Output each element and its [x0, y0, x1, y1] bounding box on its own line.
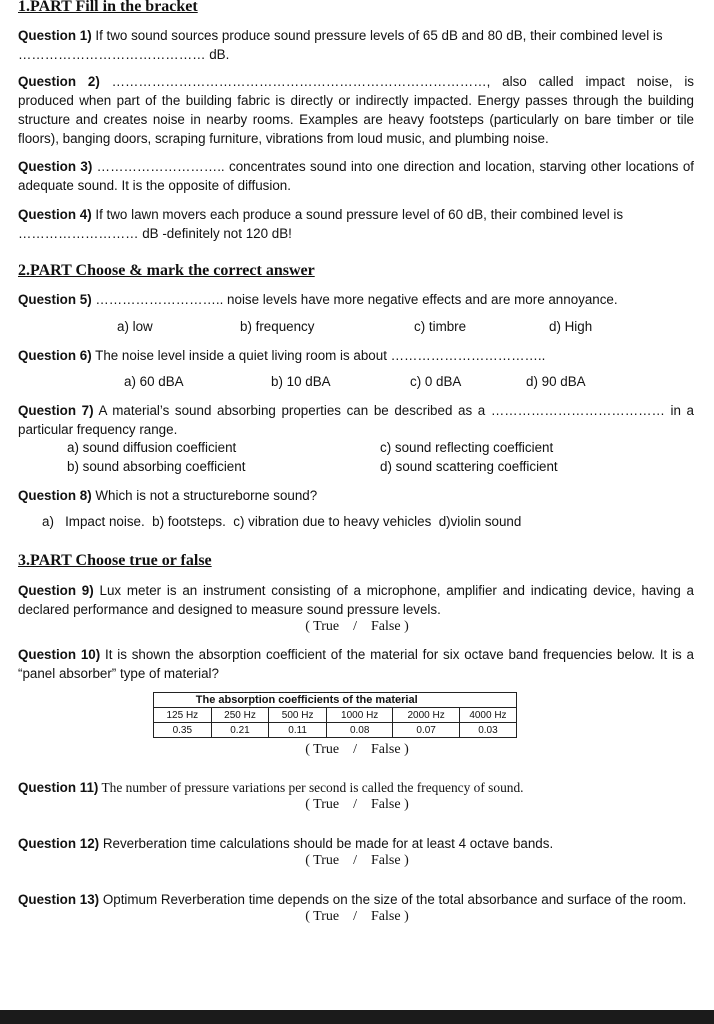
- question-5: [18, 290, 694, 309]
- q5-text: ……………………….. noise levels have more negative effects and are more annoyance.: [91, 292, 618, 307]
- q13-true-false[interactable]: [0, 909, 714, 925]
- q8-label: Question 8): [18, 488, 92, 503]
- question-12: [18, 834, 694, 853]
- q2-text: …………………………………………………………………………, also called impact noise, is produced when part of the building fabric is directly or indirectly impacted. Energy passes through the building structure and creates noise in nearby rooms. Examples are heavy footsteps (particularly on bare timber or tile floors), banging doors, scraping furniture, vibrations from loud music, and plumbing noise.: [18, 74, 695, 146]
- q7-label: Question 7): [18, 403, 94, 418]
- absorption-table: [153, 692, 517, 738]
- question-9: [18, 581, 694, 619]
- q2-label: Question 2): [18, 74, 100, 89]
- slash: /: [353, 619, 358, 634]
- true-option[interactable]: ( True: [305, 797, 340, 812]
- table-value-cell: 0.07: [393, 723, 459, 738]
- question-1: [18, 26, 694, 64]
- table-row: [154, 708, 517, 723]
- q9-text: Lux meter is an instrument consisting of a microphone, amplifier and indicating device, having a declared performance and designed to measure sound pressure levels.: [18, 583, 695, 617]
- table-title: The absorption coefficients of the material: [154, 693, 460, 708]
- q8-text: Which is not a structureborne sound?: [91, 488, 318, 503]
- true-option[interactable]: ( True: [305, 742, 340, 757]
- table-value-cell: 0.35: [154, 723, 212, 738]
- table-value-cell: 0.03: [459, 723, 516, 738]
- q7-option-c[interactable]: c) sound reflecting coefficient: [380, 440, 554, 455]
- q4-blank: ……………………… dB -definitely not 120 dB!: [18, 226, 292, 241]
- bottom-bar: [0, 1010, 714, 1024]
- part1-title: 1.PART Fill in the bracket: [18, 0, 198, 15]
- table-header-cell: 4000 Hz: [459, 708, 516, 723]
- q5-option-a[interactable]: a) low: [117, 319, 153, 334]
- q12-text: Reverberation time calculations should be made for at least 4 octave bands.: [99, 836, 554, 851]
- false-option[interactable]: False ): [371, 797, 409, 812]
- q4-text: If two lawn movers each produce a sound pressure level of 60 dB, their combined level is: [91, 207, 624, 222]
- true-option[interactable]: ( True: [305, 619, 340, 634]
- question-6: [18, 346, 694, 365]
- table-header-cell: 250 Hz: [211, 708, 269, 723]
- table-row: [154, 723, 517, 738]
- false-option[interactable]: False ): [371, 853, 409, 868]
- slash: /: [353, 909, 358, 924]
- table-title-blank: [459, 693, 516, 708]
- table-header-cell: 500 Hz: [269, 708, 327, 723]
- q1-text: If two sound sources produce sound pressure levels of 65 dB and 80 dB, their combined level is: [91, 28, 663, 43]
- table-value-cell: 0.08: [326, 723, 392, 738]
- table-value-cell: 0.21: [211, 723, 269, 738]
- true-option[interactable]: ( True: [305, 909, 340, 924]
- slash: /: [353, 742, 358, 757]
- question-3: [18, 157, 694, 195]
- q3-label: Question 3): [18, 159, 93, 174]
- q1-blank: …………………………………… dB.: [18, 47, 230, 62]
- table-header-cell: 125 Hz: [154, 708, 212, 723]
- part2-title: 2.PART Choose & mark the correct answer: [18, 262, 315, 279]
- true-option[interactable]: ( True: [305, 853, 340, 868]
- question-7: [18, 401, 694, 439]
- q5-option-b[interactable]: b) frequency: [240, 319, 315, 334]
- q4-label: Question 4): [18, 207, 92, 222]
- q6-option-b[interactable]: b) 10 dBA: [271, 374, 331, 389]
- q10-label: Question 10): [18, 647, 101, 662]
- q11-text: The number of pressure variations per second is called the frequency of sound.: [98, 780, 524, 795]
- q9-label: Question 9): [18, 583, 94, 598]
- false-option[interactable]: False ): [371, 742, 409, 757]
- q9-true-false[interactable]: [0, 619, 714, 635]
- q7-option-b[interactable]: b) sound absorbing coefficient: [67, 459, 246, 474]
- q8-options[interactable]: a) Impact noise. b) footsteps. c) vibration due to heavy vehicles d)violin sound: [42, 514, 522, 529]
- slash: /: [353, 853, 358, 868]
- q6-option-c[interactable]: c) 0 dBA: [410, 374, 462, 389]
- q6-text: The noise level inside a quiet living room is about ……………………………..: [91, 348, 546, 363]
- q7-option-d[interactable]: d) sound scattering coefficient: [380, 459, 558, 474]
- q1-label: Question 1): [18, 28, 92, 43]
- question-8: [18, 486, 694, 505]
- q11-label: Question 11): [18, 780, 99, 795]
- table-header-cell: 2000 Hz: [393, 708, 459, 723]
- question-2: [18, 72, 694, 148]
- question-11: [18, 778, 694, 797]
- q3-text: ……………………….. concentrates sound into one direction and location, starving other locations of adequate sound. It is the opposite of diffusion.: [18, 159, 694, 193]
- table-value-cell: 0.11: [269, 723, 327, 738]
- q6-label: Question 6): [18, 348, 92, 363]
- q13-label: Question 13): [18, 892, 100, 907]
- question-10: [18, 645, 694, 683]
- false-option[interactable]: False ): [371, 909, 409, 924]
- q5-option-c[interactable]: c) timbre: [414, 319, 467, 334]
- part3-title: 3.PART Choose true or false: [18, 552, 212, 569]
- q12-true-false[interactable]: [0, 853, 714, 869]
- question-13: [18, 890, 694, 909]
- slash: /: [353, 797, 358, 812]
- q11-true-false[interactable]: [0, 797, 714, 813]
- q12-label: Question 12): [18, 836, 100, 851]
- q13-text: Optimum Reverberation time depends on the size of the total absorbance and surface of the room.: [99, 892, 687, 907]
- q5-label: Question 5): [18, 292, 92, 307]
- question-4: [18, 205, 694, 243]
- q5-option-d[interactable]: d) High: [549, 319, 593, 334]
- q7-text: A material’s sound absorbing properties can be described as a ………………………………… in a particular frequency range.: [18, 403, 695, 437]
- table-header-cell: 1000 Hz: [326, 708, 392, 723]
- q7-option-a[interactable]: a) sound diffusion coefficient: [67, 440, 237, 455]
- q6-option-d[interactable]: d) 90 dBA: [526, 374, 586, 389]
- q10-text: It is shown the absorption coefficient of the material for six octave band frequencies below. It is a “panel absorber” type of material?: [18, 647, 694, 681]
- q10-true-false[interactable]: [0, 742, 714, 758]
- q6-option-a[interactable]: a) 60 dBA: [124, 374, 184, 389]
- false-option[interactable]: False ): [371, 619, 409, 634]
